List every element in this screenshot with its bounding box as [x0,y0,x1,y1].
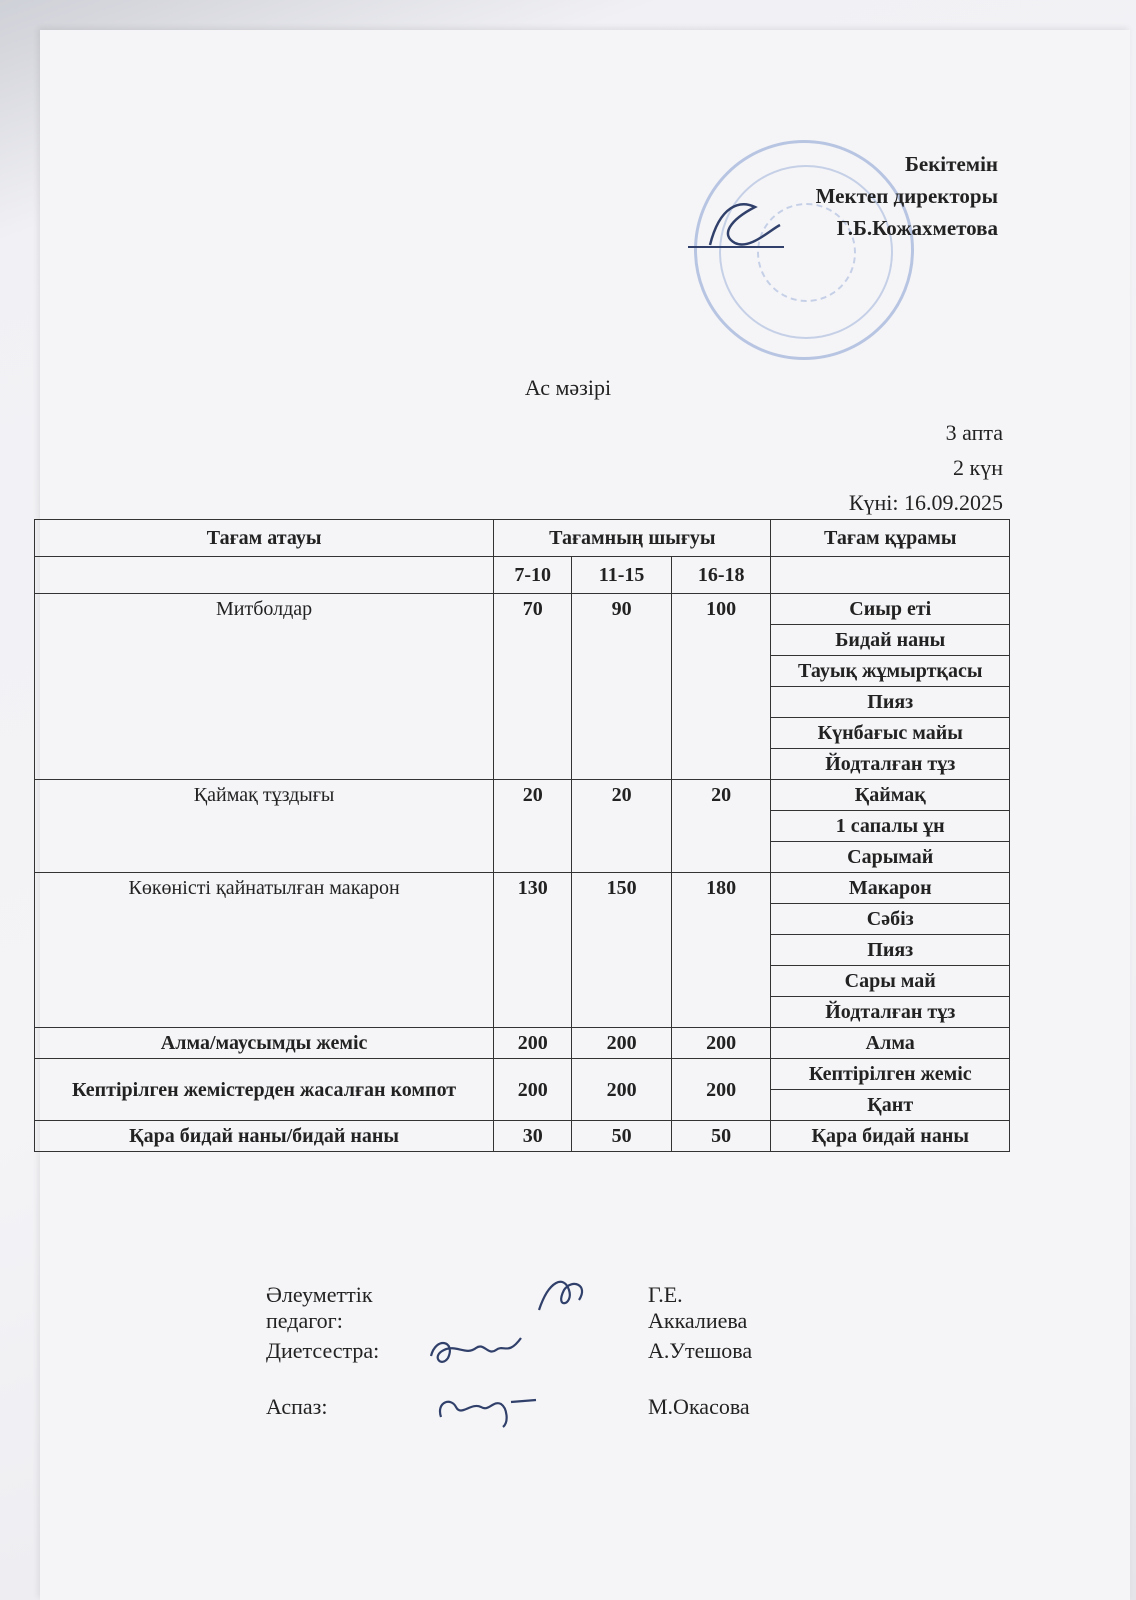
dish-value-11-15: 200 [572,1059,672,1121]
dish-value-16-18: 200 [671,1028,771,1059]
menu-meta [849,415,1003,520]
ingredient: Қара бидай наны [771,1121,1010,1152]
table-row [35,1121,1010,1152]
dish-value-7-10: 20 [494,780,572,873]
week-label: 3 апта [945,420,1003,445]
approval-line-name: Г.Б.Кожахметова [836,216,998,240]
ingredient: Қаймақ [771,780,1010,811]
ingredient: Сәбіз [771,904,1010,935]
header-empty-composition [771,557,1010,594]
ingredient: Сарымай [771,842,1010,873]
signature-mark [534,1270,594,1320]
staff-role: Аспаз: [266,1394,328,1419]
header-age-row [35,557,1010,594]
dish-value-16-18: 100 [671,594,771,780]
staff-role: Диетсестра: [266,1338,380,1363]
approval-block [816,148,998,244]
dish-value-7-10: 130 [494,873,572,1028]
table-row [35,1059,1010,1090]
dish-name: Алма/маусымды жеміс [35,1028,494,1059]
ingredient: Йодталған тұз [771,749,1010,780]
header-output: Тағамның шығуы [494,520,771,557]
ingredient: Сары май [771,966,1010,997]
menu-body [35,594,1010,1152]
signature-mark [431,1382,541,1432]
director-signature-line [688,246,784,248]
dish-value-16-18: 20 [671,780,771,873]
dish-value-11-15: 150 [572,873,672,1028]
staff-name: М.Окасова [648,1394,750,1419]
ingredient: Бидай наны [771,625,1010,656]
table-row [35,780,1010,811]
dish-name: Митболдар [35,594,494,780]
dish-value-16-18: 200 [671,1059,771,1121]
header-dish-name: Тағам атауы [35,520,494,557]
table-row [35,1028,1010,1059]
date-label: Күні: 16.09.2025 [848,490,1003,515]
dish-value-11-15: 20 [572,780,672,873]
ingredient: Пияз [771,687,1010,718]
header-composition: Тағам құрамы [771,520,1010,557]
dish-value-16-18: 50 [671,1121,771,1152]
dish-value-11-15: 50 [572,1121,672,1152]
signature-mark [426,1326,526,1376]
dish-name: Көкөністі қайнатылған макарон [35,873,494,1028]
ingredient: Сиыр еті [771,594,1010,625]
table-row [35,873,1010,904]
header-row [35,520,1010,557]
staff-name: Г.Е. Аккалиева [648,1282,748,1333]
header-age-11-15: 11-15 [572,557,672,594]
ingredient: Макарон [771,873,1010,904]
ingredient: 1 сапалы ұн [771,811,1010,842]
header-age-16-18: 16-18 [671,557,771,594]
ingredient: Кептірілген жеміс [771,1059,1010,1090]
ingredient: Күнбағыс майы [771,718,1010,749]
menu-table [34,519,1010,1152]
ingredient: Қант [771,1090,1010,1121]
dish-value-7-10: 200 [494,1028,572,1059]
header-age-7-10: 7-10 [494,557,572,594]
dish-name: Кептірілген жемістерден жасалған компот [35,1059,494,1121]
ingredient: Пияз [771,935,1010,966]
dish-name: Қаймақ тұздығы [35,780,494,873]
dish-value-11-15: 200 [572,1028,672,1059]
ingredient: Йодталған тұз [771,997,1010,1028]
dish-value-7-10: 200 [494,1059,572,1121]
dish-value-11-15: 90 [572,594,672,780]
dish-value-7-10: 30 [494,1121,572,1152]
dish-value-7-10: 70 [494,594,572,780]
staff-role: Әлеуметтік педагог: [266,1282,373,1333]
staff-name: А.Утешова [648,1338,753,1363]
approval-line-position: Мектеп директоры [815,184,998,208]
dish-name: Қара бидай наны/бидай наны [35,1121,494,1152]
approval-line-approve: Бекітемін [904,152,998,176]
page-title: Ас мәзірі [524,375,612,400]
table-row [35,594,1010,625]
dish-value-16-18: 180 [671,873,771,1028]
day-label: 2 күн [953,455,1003,480]
ingredient: Алма [771,1028,1010,1059]
header-empty [35,557,494,594]
ingredient: Тауық жұмыртқасы [771,656,1010,687]
